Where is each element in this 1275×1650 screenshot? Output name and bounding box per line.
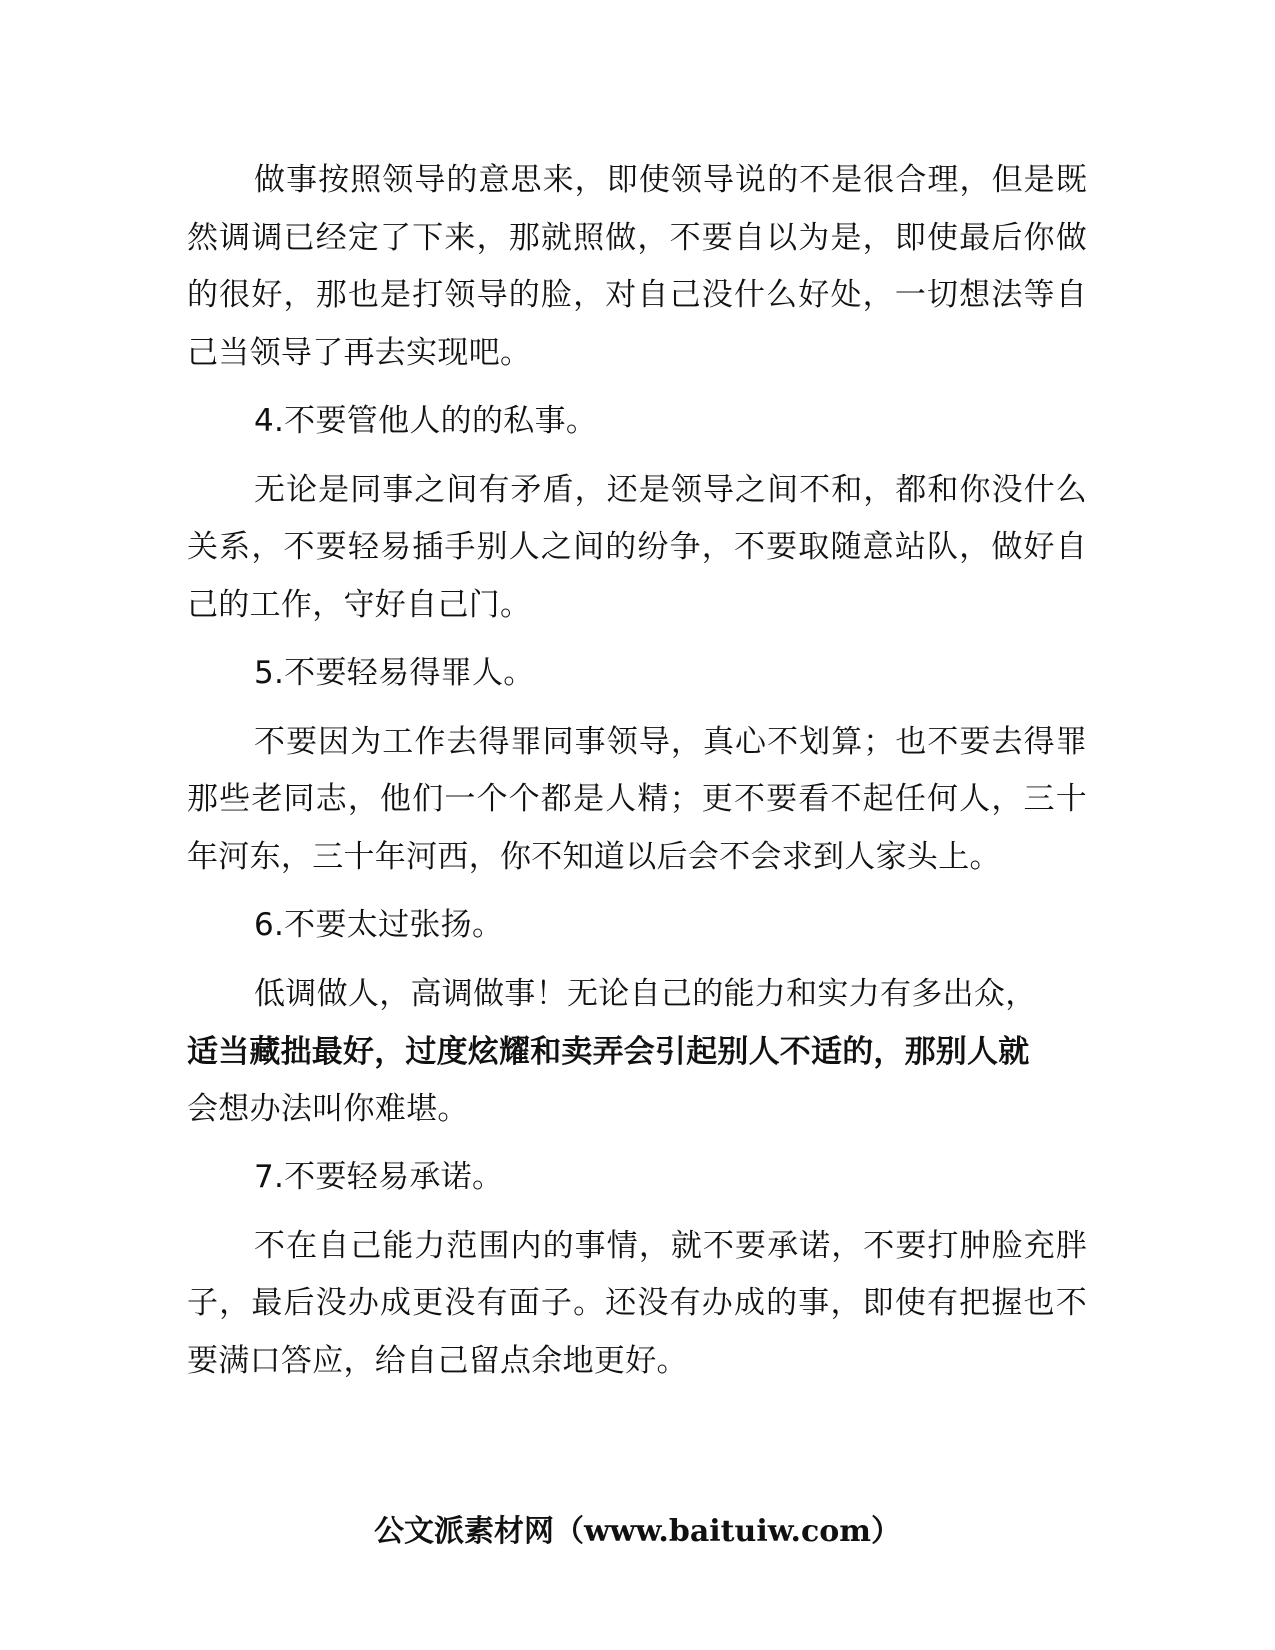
footer-source-text: 公文派素材网（www.baituiw.com） [373, 1514, 902, 1549]
paragraph-low-profile-line-3: 会想办法叫你难堪。 [187, 1090, 469, 1127]
heading-item-4: 4.不要管他人的的私事。 [254, 403, 598, 439]
paragraph-promises: 不在自己能力范围内的事情，就不要承诺，不要打肿脸充胖子，最后没办成更没有面子。还没有办成的事，即使有把握也不要满口答应，给自己留点余地更好。 [187, 1227, 1087, 1379]
heading-item-6: 6.不要太过张扬。 [254, 907, 504, 943]
paragraph-low-profile-line-1: 低调做人，高调做事！无论自己的能力和实力有多出众， [254, 975, 1037, 1012]
document-body [187, 152, 1087, 1401]
paragraph-low-profile-line-2: 适当藏拙最好，过度炫耀和卖弄会引起别人不适的，那别人就 [187, 1034, 1030, 1069]
heading-item-7: 7.不要轻易承诺。 [254, 1159, 504, 1195]
paragraph-offend-people: 不要因为工作去得罪同事领导，真心不划算；也不要去得罪那些老同志，他们一个个都是人精；更不要看不起任何人，三十年河东，三十年河西，你不知道以后会不会求到人家头上。 [187, 723, 1087, 875]
paragraph-follow-leader: 做事按照领导的意思来，即使领导说的不是很合理，但是既然调调已经定了下来，那就照做，不要自以为是，即使最后你做的很好，那也是打领导的脸，对自己没什么好处，一切想法等自己当领导了再去实现吧。 [187, 162, 1087, 371]
paragraph-private-matters: 无论是同事之间有矛盾，还是领导之间不和，都和你没什么关系，不要轻易插手别人之间的纷争，不要取随意站队，做好自己的工作，守好自己门。 [187, 471, 1087, 623]
heading-item-5: 5.不要轻易得罪人。 [254, 655, 535, 691]
paragraph-low-profile [187, 966, 1087, 1139]
